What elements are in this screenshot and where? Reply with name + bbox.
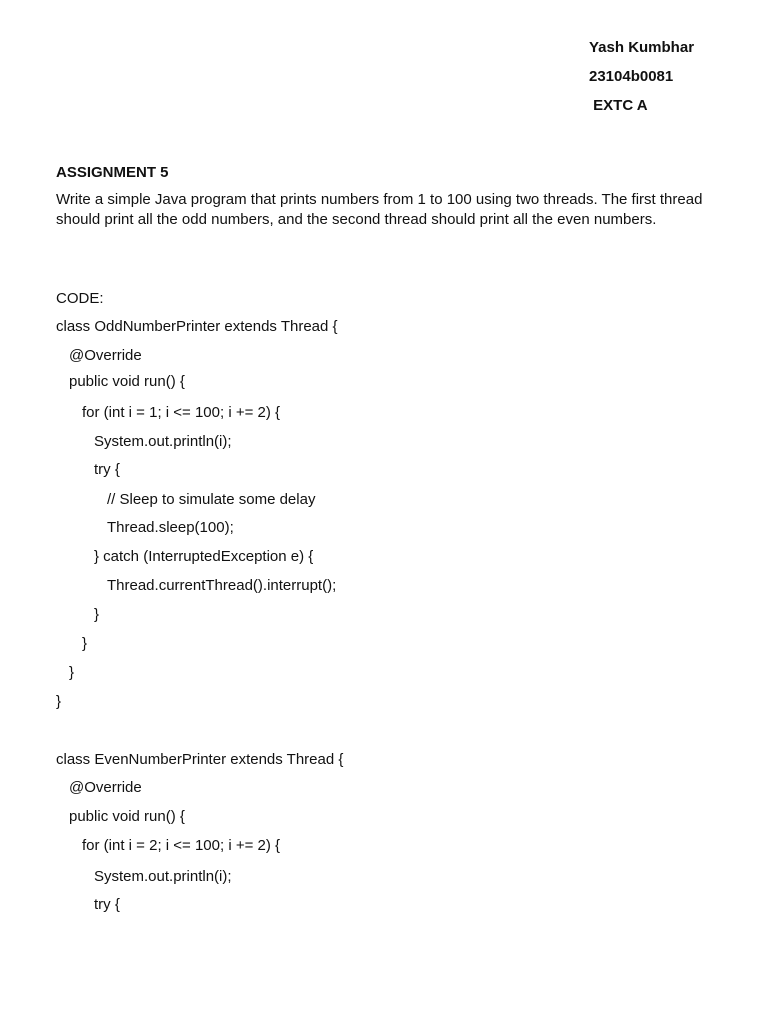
code-line: Thread.currentThread().interrupt(); [107,577,337,594]
code-line: class OddNumberPrinter extends Thread { [56,318,338,335]
code-line: @Override [69,347,142,364]
code-line: // Sleep to simulate some delay [107,491,316,508]
code-line: try { [94,896,120,913]
class-division: EXTC A [589,97,648,114]
code-line: @Override [69,779,142,796]
student-info [589,33,694,120]
code-line: } [69,664,75,681]
code-line: System.out.println(i); [94,433,232,450]
code-line: } [56,693,62,710]
code-line: try { [94,461,120,478]
code-line: } [82,635,88,652]
code-line: Thread.sleep(100); [107,519,234,536]
roll-number: 23104b0081 [589,68,674,85]
code-line: for (int i = 2; i <= 100; i += 2) { [82,837,281,854]
assignment-question: Write a simple Java program that prints numbers from 1 to 100 using two threads. The first thread should print all the odd numbers, and the second thread should print all the even numbers. [56,191,703,228]
code-line: for (int i = 1; i <= 100; i += 2) { [82,404,281,421]
student-name: Yash Kumbhar [589,39,695,56]
code-line: } catch (InterruptedException e) { [94,548,314,565]
code-line: System.out.println(i); [94,868,232,885]
code-line: public void run() { [69,373,185,390]
code-line: class EvenNumberPrinter extends Thread { [56,751,344,768]
assignment-title: ASSIGNMENT 5 [56,164,169,181]
code-line: public void run() { [69,808,185,825]
code-line: } [94,606,100,623]
code-label: CODE: [56,290,104,307]
